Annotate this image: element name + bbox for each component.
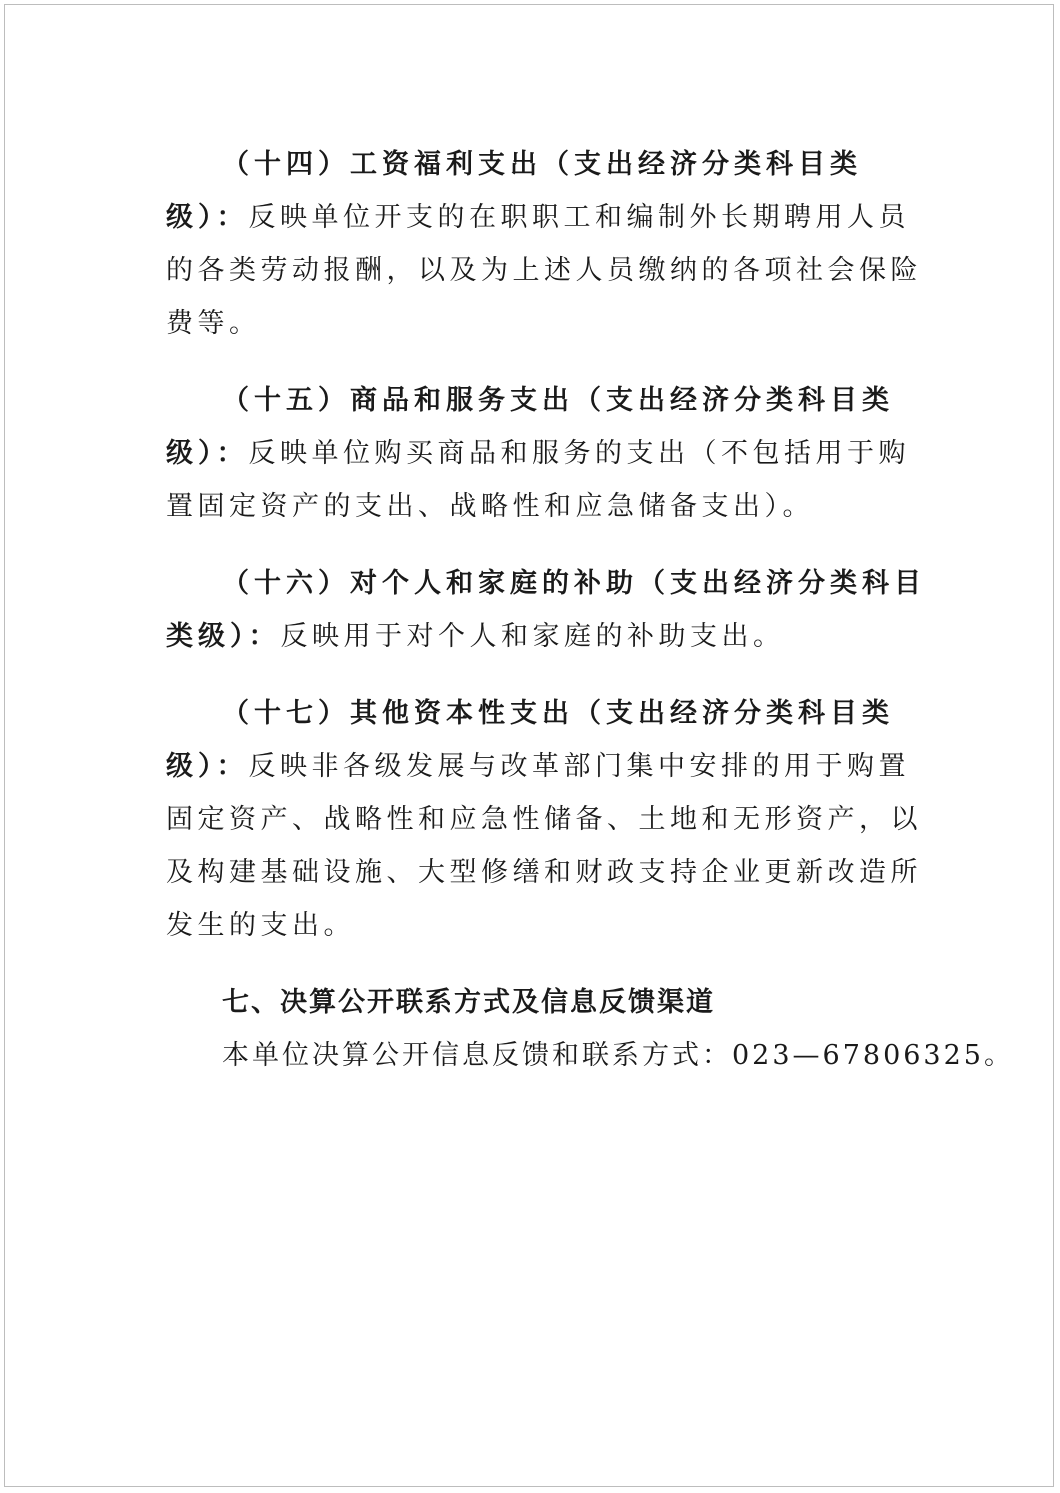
paragraph-other-capital — [166, 687, 926, 952]
paragraph-body: 反映非各级发展与改革部门集中安排的用于购置固定资产、战略性和应急性储备、土地和无形资产，以及构建基础设施、大型修缮和财政支持企业更新改造所发生的支出。 — [166, 751, 922, 941]
paragraph-heading: （十五）商品和服务支出（支出经济分类科目类级）： — [166, 385, 894, 469]
paragraph-heading: （十四）工资福利支出（支出经济分类科目类级）： — [166, 149, 862, 233]
paragraph-heading: （十七）其他资本性支出（支出经济分类科目类级）： — [166, 698, 894, 782]
paragraph-heading: （十六）对个人和家庭的补助（支出经济分类科目类级）： — [166, 568, 926, 652]
paragraph-wage-welfare — [166, 138, 926, 350]
contact-label: 本单位决算公开信息反馈和联系方式： — [222, 1040, 732, 1071]
section-title: 七、决算公开联系方式及信息反馈渠道 — [222, 987, 715, 1018]
paragraph-goods-services — [166, 374, 926, 533]
contact-line — [166, 1029, 1014, 1082]
paragraph-household-subsidy — [166, 557, 926, 663]
document-body — [166, 138, 1014, 1082]
paragraph-body: 反映单位购买商品和服务的支出（不包括用于购置固定资产的支出、战略性和应急储备支出）。 — [166, 438, 910, 522]
contact-phone: 023—67806325 — [732, 1040, 984, 1071]
paragraph-body: 反映用于对个人和家庭的补助支出。 — [280, 621, 785, 652]
paragraph-body: 反映单位开支的在职职工和编制外长期聘用人员的各类劳动报酬，以及为上述人员缴纳的各项社会保险费等。 — [166, 202, 922, 339]
contact-end: 。 — [983, 1040, 1014, 1071]
